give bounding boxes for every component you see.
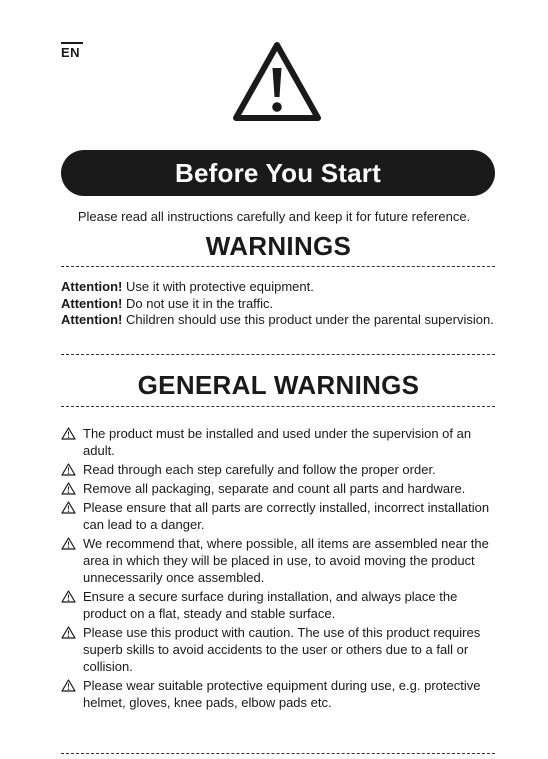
divider xyxy=(61,753,495,754)
list-item xyxy=(61,499,495,533)
general-warnings-heading: GENERAL WARNINGS xyxy=(137,370,420,400)
list-item xyxy=(61,425,495,459)
list-item xyxy=(61,535,495,586)
list-item xyxy=(61,624,495,675)
attention-label: Attention! xyxy=(61,279,123,294)
warning-triangle-icon xyxy=(61,480,83,495)
title-banner xyxy=(61,150,495,196)
warning-triangle-icon xyxy=(232,40,322,122)
warnings-heading: WARNINGS xyxy=(205,231,352,261)
language-tag-overline xyxy=(61,42,83,44)
warning-triangle-icon xyxy=(61,499,83,514)
attention-line xyxy=(61,279,495,296)
list-item-text: Please use this product with caution. The use of this product requires superb skills to avoid accidents to the user or others due to a fall or collision. xyxy=(83,625,481,674)
attention-line xyxy=(61,296,495,313)
divider xyxy=(61,354,495,355)
attention-label: Attention! xyxy=(61,312,123,327)
warning-triangle-icon xyxy=(61,624,83,639)
general-warnings-list xyxy=(61,425,495,713)
attention-label: Attention! xyxy=(61,295,123,311)
attention-line xyxy=(61,312,495,329)
warning-triangle-icon xyxy=(61,677,83,692)
list-item xyxy=(61,677,495,711)
list-item xyxy=(61,588,495,622)
list-item-text: Please ensure that all parts are correctly installed, incorrect installation can lead to a danger. xyxy=(83,500,490,532)
list-item xyxy=(61,480,495,497)
list-item-text: Read through each step carefully and follow the proper order. xyxy=(83,462,436,477)
warning-triangle-icon xyxy=(61,535,83,550)
list-item-text: Please wear suitable protective equipment during use, e.g. protective helmet, gloves, knee pads, elbow pads etc. xyxy=(83,678,481,710)
attention-text: Do not use it in the traffic. xyxy=(122,295,274,311)
attention-text: Children should use this product under the parental supervision. xyxy=(122,312,494,327)
language-tag xyxy=(61,45,80,60)
banner-title: Before You Start xyxy=(175,157,381,188)
list-item xyxy=(61,461,495,478)
warning-triangle-icon xyxy=(61,425,83,440)
list-item-text: Remove all packaging, separate and count all parts and hardware. xyxy=(83,481,466,496)
attention-text: Use it with protective equipment. xyxy=(122,279,314,294)
divider xyxy=(61,266,495,267)
divider xyxy=(61,406,495,407)
attention-list xyxy=(61,279,495,329)
warning-triangle-icon xyxy=(61,461,83,476)
list-item-text: Ensure a secure surface during installation, and always place the product on a flat, steady and stable surface. xyxy=(83,589,458,621)
warning-triangle-icon xyxy=(61,588,83,603)
language-tag-text: EN xyxy=(61,45,81,60)
list-item-text: The product must be installed and used under the supervision of an adult. xyxy=(83,426,472,458)
list-item-text: We recommend that, where possible, all items are assembled near the area in which they will be placed in use, to avoid moving the product unnecessarily once assembled. xyxy=(83,536,489,585)
intro-text: Please read all instructions carefully and keep it for future reference. xyxy=(77,209,471,224)
